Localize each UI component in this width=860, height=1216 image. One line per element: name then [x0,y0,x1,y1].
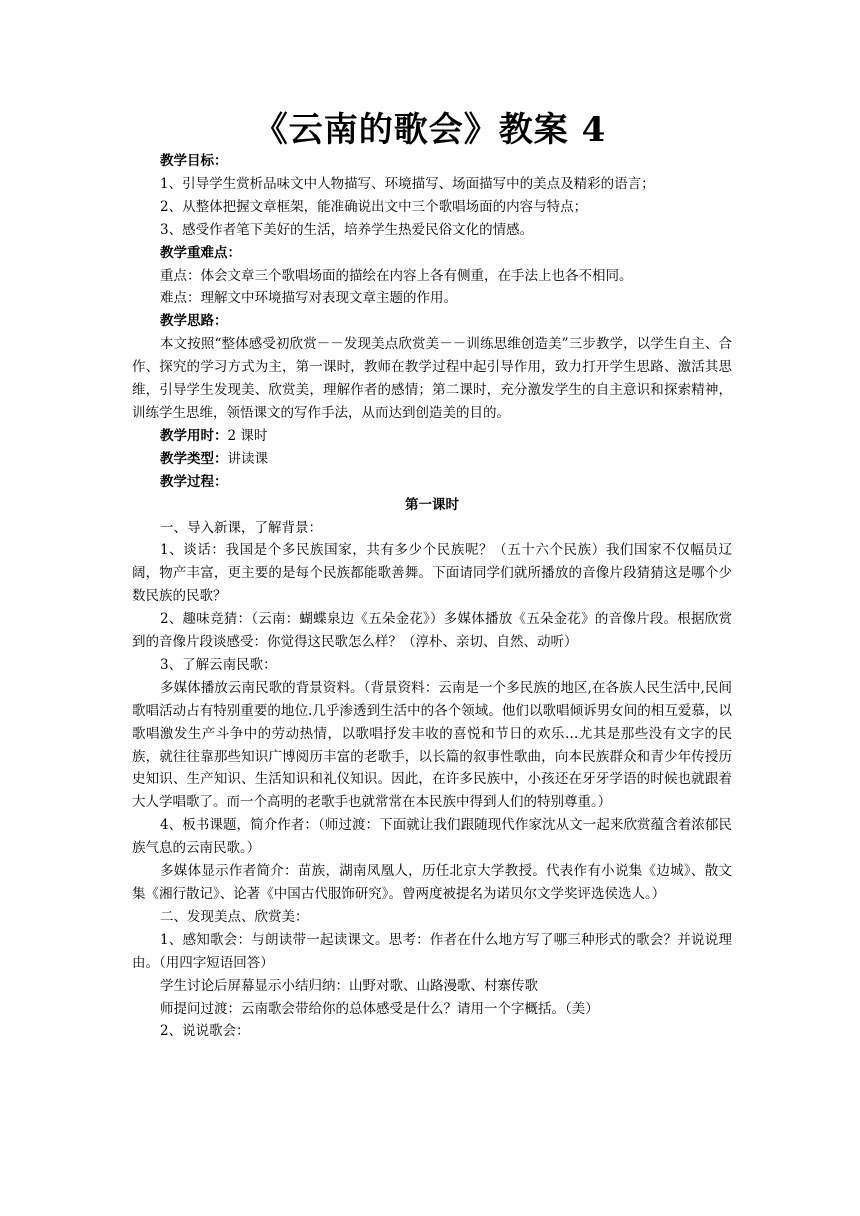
difficulty-text: 难点：理解文中环境描写对表现文章主题的作用。 [160,290,457,307]
page-title: 《云南的歌会》教案 4 [253,110,607,150]
paragraph: 师提问过渡：云南歌会带给你的总体感受是什么？请用一个字概括。（美） [160,1000,599,1017]
approach-text: 本文按照“整体感受初欣赏－－发现美点欣赏美－－训练思维创造美”三步教学，以学生自主、合作、探究的学习方式为主，第一课时，教师在教学过程中起引导作用，致力打开学生思路、激活其思维，引导学生发现美、欣赏美，理解作者的感情；第二课时，充分激发学生的自主意识和探索精神，训练学生思维，领悟课文的写作手法，从而达到创造美的目的。 [132,336,732,421]
goal-item-1: 1、引导学生赏析品味文中人物描写、环境描写、场面描写中的美点及精彩的语言； [160,175,655,192]
goal-item-2: 2、从整体把握文章框架，能准确说出文中三个歌唱场面的内容与特点； [160,198,588,215]
teaching-time-label: 教学用时： [160,427,228,444]
paragraph: 3、了解云南民歌： [160,656,277,673]
process-heading: 教学过程： [160,473,228,490]
teaching-time [132,425,732,448]
part-1-heading: 一、导入新课，了解背景： [160,519,322,536]
goal-item-3: 3、感受作者笔下美好的生活，培养学生热爱民俗文化的情感。 [160,221,534,238]
paragraph: 多媒体播放云南民歌的背景资料。（背景资料：云南是一个多民族的地区,在各族人民生活中,民间歌唱活动占有特别重要的地位.几乎渗透到生活中的各个领域。他们以歌唱倾诉男女间的相互爱慕，以歌唱激发生产斗争中的劳动热情，以歌唱抒发丰收的喜悦和节日的欢乐…尤其是那些没有文字的民族，就往往靠那些知识广博阅历丰富的老歌手，以长篇的叙事性歌曲，向本民族群众和青少年传授历史知识、生产知识、生活知识和礼仪知识。因此，在许多民族中，小孩还在牙牙学语的时候也就跟着大人学唱歌了。而一个高明的老歌手也就常常在本民族中得到人们的特别尊重。） [132,679,732,811]
paragraph: 2、趣味竞猜：（云南：蝴蝶泉边《五朵金花》）多媒体播放《五朵金花》的音像片段。根据欣赏到的音像片段谈感受：你觉得这民歌怎么样？（淳朴、亲切、自然、动听） [132,611,732,651]
paragraph: 多媒体显示作者简介：苗族，湖南凤凰人，历任北京大学教授。代表作有小说集《边城》、散文集《湘行散记》、论著《中国古代服饰研究》。曾两度被提名为诺贝尔文学奖评选侯选人。） [132,863,732,902]
teaching-type-value: 讲读课 [227,450,268,467]
part-2-heading: 二、发现美点、欣赏美： [160,908,309,925]
paragraph: 4、板书课题，简介作者：（师过渡：下面就让我们跟随现代作家沈从文一起来欣赏蕴含着浓郁民族气息的云南民歌。） [132,817,732,857]
goals-heading: 教学目标： [160,153,228,169]
document-body [132,150,732,1043]
teaching-time-value: 2 课时 [227,427,268,444]
paragraph: 1、谈话：我国是个多民族国家，共有多少个民族呢？（五十六个民族）我们国家不仅幅员辽阔，物产丰富，更主要的是每个民族都能歌善舞。下面请同学们就所播放的音像片段猜猜这是哪个少数民族的民歌？ [132,542,732,605]
keypoints-heading: 教学重难点： [160,244,241,261]
paragraph: 学生讨论后屏幕显示小结归纳：山野对歌、山路漫歌、村寨传歌 [160,977,538,994]
approach-heading: 教学思路： [160,313,228,330]
teaching-type-label: 教学类型： [160,450,228,467]
paragraph: 2、说说歌会： [160,1023,250,1040]
teaching-type [132,448,732,471]
paragraph: 1、感知歌会：与朗读带一起读课文。思考：作者在什么地方写了哪三种形式的歌会？并说说理由。（用四字短语回答） [132,931,732,971]
lesson-1-heading: 第一课时 [405,496,459,513]
keypoint-text: 重点：体会文章三个歌唱场面的描绘在内容上各有侧重，在手法上也各不相同。 [160,267,633,284]
